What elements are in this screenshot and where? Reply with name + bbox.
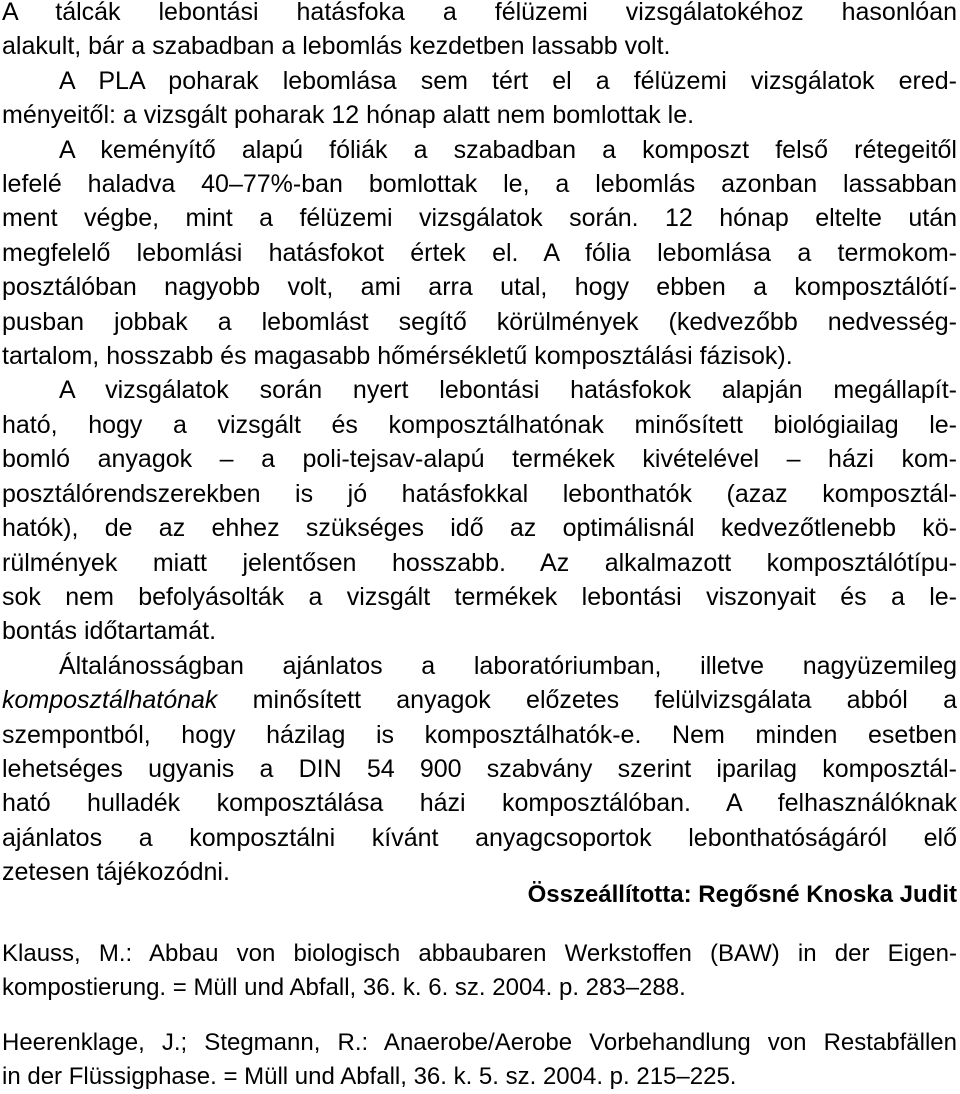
conclusion-paragraph (2, 373, 957, 648)
text-fragment: minősített anyagok előzetes felülvizsgálata abból a (217, 686, 957, 715)
text-line: rülmények miatt jelentősen hosszabb. Az alkalmazott komposztálótípu- (2, 548, 957, 577)
text-line: ható, hogy a vizsgált és komposztálhatónak minősített biológiailag le- (2, 410, 957, 439)
text-line: megfelelő lebomlási hatásfokot értek el. A fólia lebomlása a termokom- (2, 238, 957, 267)
reference-line: Heerenklage, J.; Stegmann, R.: Anaerobe/Aerobe Vorbehandlung von Restabfällen (2, 1029, 957, 1056)
text-line: Általánosságban ajánlatos a laboratóriumban, illetve nagyüzemileg (59, 651, 957, 680)
reference-line: in der Flüssigphase. = Müll und Abfall, 36. k. 5. sz. 2004. p. 215–225. (2, 1063, 737, 1090)
text-line: A tálcák lebontási hatásfoka a félüzemi vizsgálatokéhoz hasonlóan (2, 0, 957, 26)
reference-item (2, 1026, 957, 1094)
intro-paragraph (2, 0, 957, 64)
text-line: alakult, bár a szabadban a lebomlás kezdetben lassabb volt. (2, 32, 671, 61)
text-line: bomló anyagok – a poli-tejsav-alapú termékek kivételével – házi kom- (2, 445, 957, 474)
text-line: lehetséges ugyanis a DIN 54 900 szabvány szerint iparilag komposztál- (2, 754, 957, 783)
text-line: pusban jobbak a lebomlást segítő körülmények (kedvezőbb nedvesség- (2, 307, 957, 336)
author-credit: Összeállította: Regősné Knoska Judit (527, 881, 957, 908)
starch-films-paragraph (2, 133, 957, 374)
text-line: A keményítő alapú fóliák a szabadban a komposzt felső rétegeitől (59, 135, 957, 164)
text-line: lefelé haladva 40–77%-ban bomlottak le, a lebomlás azonban lassabban (2, 170, 957, 199)
text-line: zetesen tájékozódni. (2, 858, 230, 887)
reference-item (2, 937, 957, 1005)
text-line: tartalom, hosszabb és magasabb hőmérsékletű komposztálási fázisok). (2, 342, 793, 371)
text-line: A PLA poharak lebomlása sem tért el a félüzemi vizsgálatok ered- (59, 66, 957, 95)
text-line: ajánlatos a komposztálni kívánt anyagcsoportok lebonthatóságáról elő (2, 823, 957, 852)
text-line: hatók), de az ehhez szükséges idő az optimálisnál kedvezőtlenebb kö- (2, 514, 957, 543)
text-line: posztálóban nagyobb volt, ami arra utal, hogy ebben a komposztálótí- (2, 273, 957, 302)
reference-line: Klauss, M.: Abbau von biologisch abbaubaren Werkstoffen (BAW) in der Eigen- (2, 940, 957, 967)
text-line (2, 683, 957, 717)
text-line: ment végbe, mint a félüzemi vizsgálatok során. 12 hónap eltelte után (2, 204, 957, 233)
text-line: szempontból, hogy házilag is komposztálhatók-e. Nem minden esetben (2, 720, 957, 749)
text-line: A vizsgálatok során nyert lebontási hatásfokok alapján megállapít- (59, 376, 957, 405)
reference-line: kompostierung. = Müll und Abfall, 36. k. 6. sz. 2004. p. 283–288. (2, 974, 686, 1001)
article-body (2, 0, 957, 890)
text-line: ható hulladék komposztálása házi komposztálóban. A felhasználóknak (2, 789, 957, 818)
text-line: ményeitől: a vizsgált poharak 12 hónap alatt nem bomlottak le. (2, 101, 695, 130)
text-line: posztálórendszerekben is jó hatásfokkal lebonthatók (azaz komposztál- (2, 479, 957, 508)
pla-cups-paragraph (2, 64, 957, 133)
text-line: sok nem befolyásolták a vizsgált termékek lebontási viszonyait és a le- (2, 582, 957, 611)
italic-term: komposztálhatónak (2, 686, 218, 715)
text-line: bontás időtartamát. (2, 617, 217, 646)
recommendation-paragraph (2, 649, 957, 890)
